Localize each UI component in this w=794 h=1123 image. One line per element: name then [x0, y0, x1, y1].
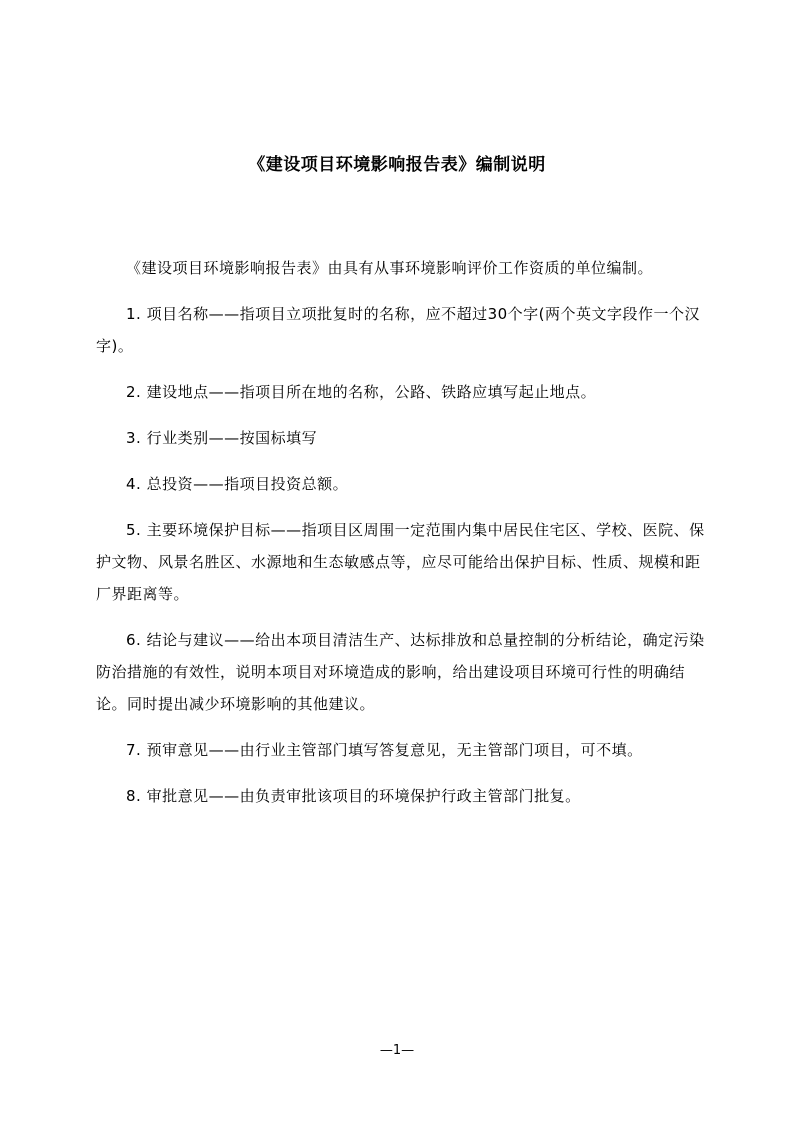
- item-approval: 8. 审批意见——由负责审批该项目的环境保护行政主管部门批复。: [126, 787, 581, 805]
- item-project-name: 1. 项目名称——指项目立项批复时的名称，应不超过30个字(两个英文字段作一个汉字)。: [96, 305, 701, 355]
- intro-paragraph: 《建设项目环境影响报告表》由具有从事环境影响评价工作资质的单位编制。: [126, 259, 654, 277]
- item-pre-review: 7. 预审意见——由行业主管部门填写答复意见，无主管部门项目，可不填。: [126, 741, 643, 759]
- document-body: [96, 252, 710, 826]
- item-protection-targets: 5. 主要环境保护目标——指项目区周围一定范围内集中居民住宅区、学校、医院、保护文物、风景名胜区、水源地和生态敏感点等，应尽可能给出保护目标、性质、规模和距厂界距离等。: [96, 521, 705, 603]
- item-industry-category: 3. 行业类别——按国标填写: [126, 429, 318, 447]
- item-construction-site: 2. 建设地点——指项目所在地的名称，公路、铁路应填写起止地点。: [126, 383, 597, 401]
- page-number: —1—: [379, 1043, 415, 1058]
- document-title: 《建设项目环境影响报告表》编制说明: [248, 155, 546, 175]
- item-total-investment: 4. 总投资——指项目投资总额。: [126, 475, 349, 493]
- item-conclusions: 6. 结论与建议——给出本项目清洁生产、达标排放和总量控制的分析结论，确定污染防治措施的有效性，说明本项目对环境造成的影响，给出建设项目环境可行性的明确结论。同时提出减少环境影响的其他建议。: [96, 631, 705, 713]
